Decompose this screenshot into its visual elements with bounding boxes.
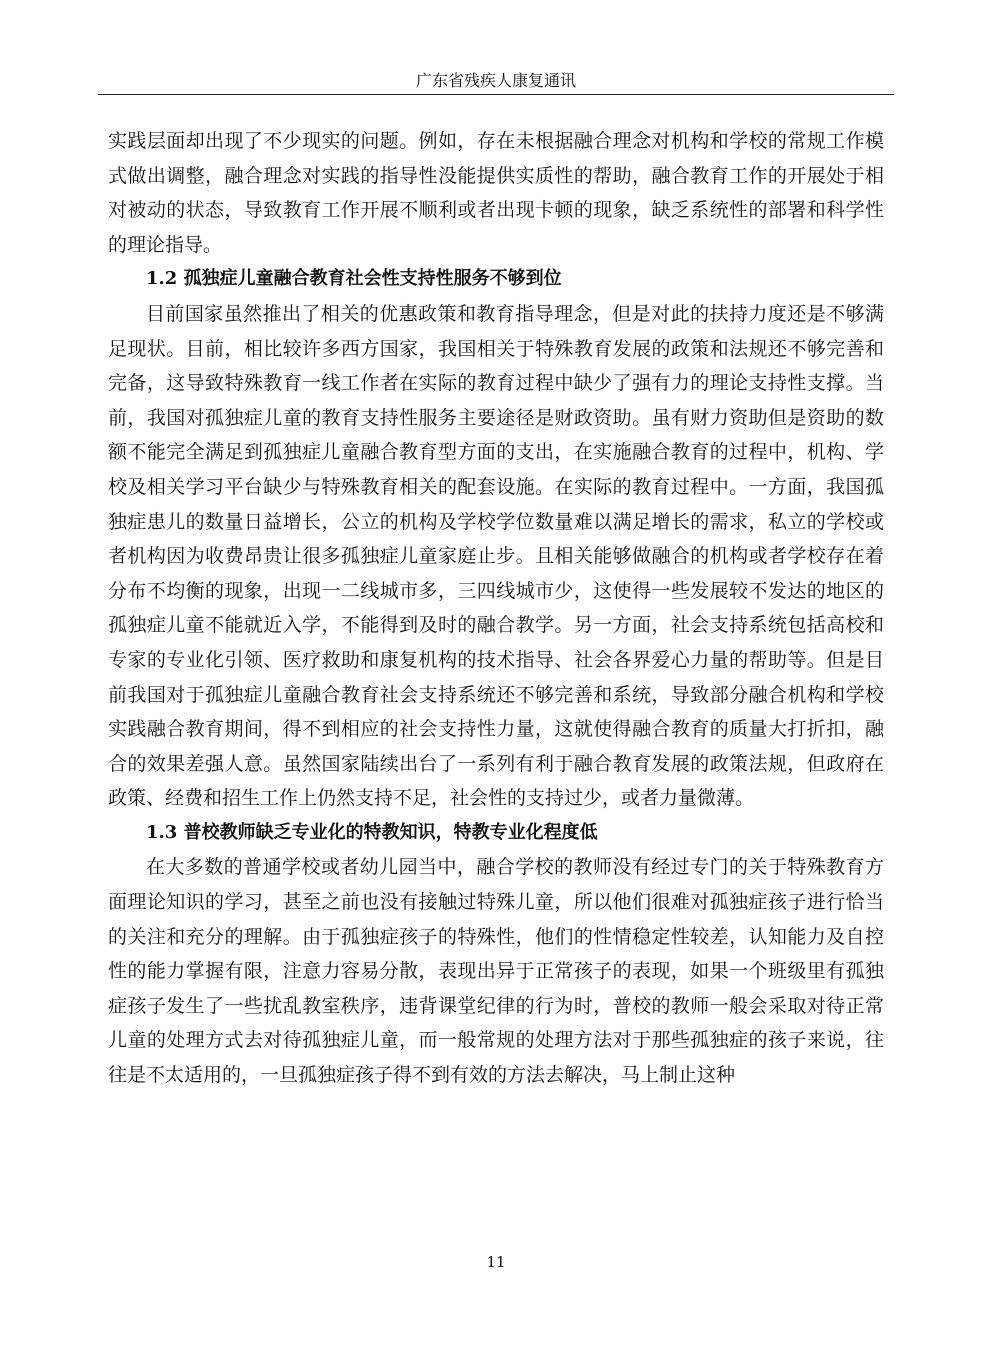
running-header: 广东省残疾人康复通讯	[415, 71, 576, 90]
article-body	[108, 124, 884, 1093]
header-divider	[98, 94, 894, 95]
paragraph-continued: 实践层面却出现了不少现实的问题。例如，存在未根据融合理念对机构和学校的常规工作模式做出调整，融合理念对实践的指导性没能提供实质性的帮助，融合教育工作的开展处于相对被动的状态，导致教育工作开展不顺利或者出现卡顿的现象，缺乏系统性的部署和科学性的理论指导。	[108, 130, 884, 256]
paragraph-1-3: 在大多数的普通学校或者幼儿园当中，融合学校的教师没有经过专门的关于特殊教育方面理论知识的学习，甚至之前也没有接触过特殊儿童，所以他们很难对孤独症孩子进行恰当的关注和充分的理解。由于孤独症孩子的特殊性，他们的性情稳定性较差，认知能力及自控性的能力掌握有限，注意力容易分散，表现出异于正常孩子的表现，如果一个班级里有孤独症孩子发生了一些扰乱教室秩序，违背课堂纪律的行为时，普校的教师一般会采取对待正常儿童的处理方式去对待孤独症儿童，而一般常规的处理方法对于那些孤独症的孩子来说，往往是不太适用的，一旦孤独症孩子得不到有效的方法去解决，马上制止这种	[108, 856, 884, 1087]
paragraph-1-2: 目前国家虽然推出了相关的优惠政策和教育指导理念，但是对此的扶持力度还是不够满足现状。目前，相比较许多西方国家，我国相关于特殊教育发展的政策和法规还不够完善和完备，这导致特殊教育一线工作者在实际的教育过程中缺少了强有力的理论支持性支撑。当前，我国对孤独症儿童的教育支持性服务主要途径是财政资助。虽有财力资助但是资助的数额不能完全满足到孤独症儿童融合教育型方面的支出，在实施融合教育的过程中，机构、学校及相关学习平台缺少与特殊教育相关的配套设施。在实际的教育过程中。一方面，我国孤独症患儿的数量日益增长，公立的机构及学校学位数量难以满足增长的需求，私立的学校或者机构因为收费昂贵让很多孤独症儿童家庭止步。且相关能够做融合的机构或者学校存在着分布不均衡的现象，出现一二线城市多，三四线城市少，这使得一些发展较不发达的地区的孤独症儿童不能就近入学，不能得到及时的融合教学。另一方面，社会支持系统包括高校和专家的专业化引领、医疗救助和康复机构的技术指导、社会各界爱心力量的帮助等。但是目前我国对于孤独症儿童融合教育社会支持系统还不够完善和系统，导致部分融合机构和学校实践融合教育期间，得不到相应的社会支持性力量，这就使得融合教育的质量大打折扣，融合的效果差强人意。虽然国家陆续出台了一系列有利于融合教育发展的政策法规，但政府在政策、经费和招生工作上仍然支持不足，社会性的支持过少，或者力量微薄。	[108, 302, 884, 810]
page-number: 11	[486, 1253, 506, 1271]
section-heading-1-3: 1.3 普校教师缺乏专业化的特教知识，特教专业化程度低	[146, 821, 598, 843]
section-heading-1-2: 1.2 孤独症儿童融合教育社会性支持性服务不够到位	[146, 268, 562, 290]
